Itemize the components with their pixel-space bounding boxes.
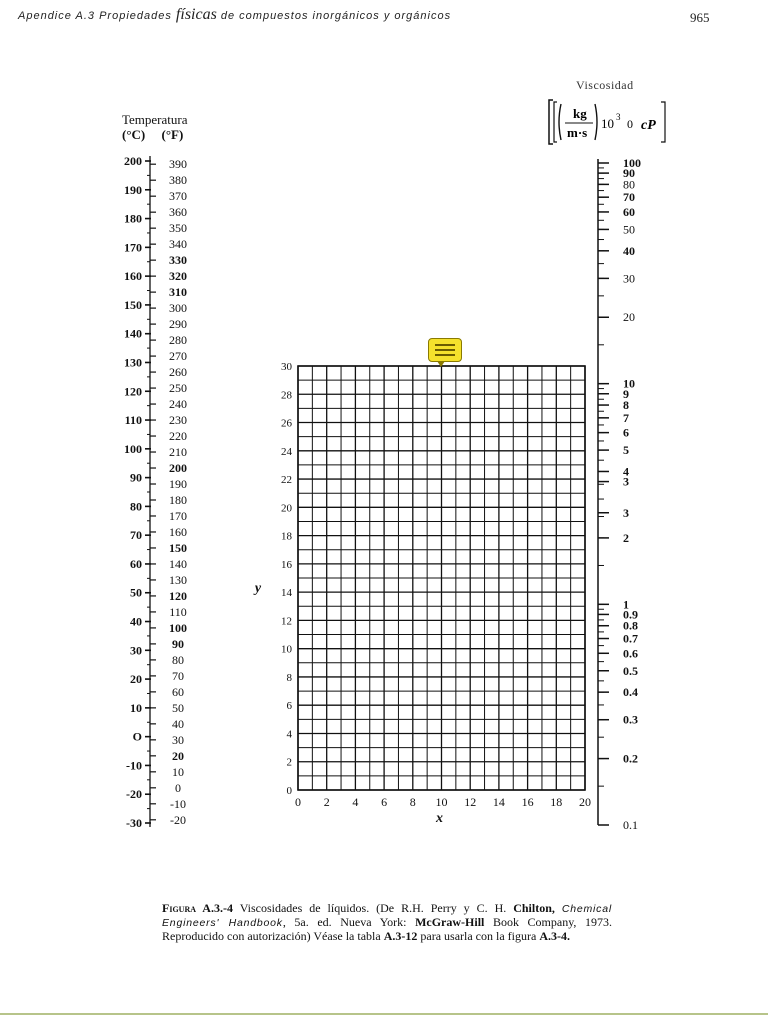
celsius-label: -30 [126,816,142,830]
header-text-big: físicas [175,6,217,23]
viscosity-label: 0.2 [623,751,638,766]
y-tick-label: 4 [286,728,292,741]
y-tick-label: 6 [286,700,292,713]
viscosity-label: 60 [623,204,635,219]
viscosity-label: 10 [623,376,635,391]
celsius-label: O [132,729,142,744]
fahrenheit-label: 360 [169,205,187,220]
fahrenheit-label: 200 [169,461,187,476]
units-exp: 10 [601,116,614,131]
fahrenheit-label: 100 [169,620,187,635]
fahrenheit-label: 50 [172,700,184,715]
viscosity-label: 50 [623,222,635,237]
caption-text-1: Viscosidades de líquidos. (De R.H. Perry y C. H. [232,901,514,915]
figure-caption [162,902,612,943]
y-tick-label: 2 [286,756,292,769]
page-number: 965 [690,10,710,25]
fahrenheit-label: 90 [172,636,184,651]
fahrenheit-label: 230 [169,413,187,428]
fahrenheit-label: 260 [169,365,187,380]
caption-text-2: , 5a. ed. Nueva York: [282,915,416,929]
bottom-rule [0,1013,768,1015]
viscosity-label: 70 [623,190,635,205]
celsius-label: 160 [124,269,142,284]
y-tick-label: 0 [286,785,292,797]
viscosity-label: 100 [623,156,641,170]
fahrenheit-label: 180 [169,492,187,507]
x-tick-label: 2 [323,795,330,809]
viscosity-label: 0.6 [623,646,638,661]
viscosity-label: 5 [623,443,629,458]
x-tick-label: 20 [579,795,591,809]
fahrenheit-label: 170 [169,508,187,523]
y-tick-label: 10 [281,643,292,656]
viscosity-label: 8 [623,398,629,413]
x-tick-label: 10 [435,795,448,809]
viscosity-label: 0.4 [623,685,638,700]
y-tick-label: 26 [281,417,292,430]
fahrenheit-label: 190 [169,477,187,492]
x-tick-label: 4 [352,795,359,809]
viscosity-label: 0.7 [623,631,638,646]
y-tick-label: 16 [281,558,292,571]
celsius-label: 200 [124,154,142,168]
x-tick-label: 8 [409,795,416,809]
viscosity-label: 90 [623,166,635,181]
viscosity-label: 7 [623,410,629,425]
celsius-label: 50 [130,585,142,600]
fahrenheit-label: 70 [172,668,184,683]
units-ms: m·s [567,125,588,140]
y-tick-label: 20 [281,502,292,515]
comment-note-icon[interactable] [428,338,462,362]
caption-bold-3: A.3-12 [383,929,418,943]
fahrenheit-label: 320 [169,269,187,284]
fahrenheit-label: 370 [169,189,187,204]
fahrenheit-label: 30 [172,732,184,747]
units-cp: cP [641,118,656,133]
y-tick-label: 8 [286,671,292,684]
units-tail: 0 [627,117,633,131]
caption-lead: Figura A.3.-4 [162,901,233,915]
x-axis-label: x [436,811,443,826]
y-tick-label: 24 [281,445,292,458]
celsius-label: 10 [130,700,142,715]
viscosity-label: 20 [623,310,635,325]
viscosity-label: 3 [623,505,629,520]
caption-bold-4: A.3-4. [539,929,570,943]
celsius-label: 80 [130,499,142,514]
fahrenheit-label: 80 [172,652,184,667]
fahrenheit-label: 280 [169,333,187,348]
y-tick-label: 18 [281,530,292,543]
x-tick-label: 18 [550,795,563,809]
viscosity-title: Viscosidad [576,78,634,92]
fahrenheit-label: 120 [169,588,187,603]
celsius-label: -10 [126,758,142,773]
viscosity-label: 0.1 [623,818,638,832]
fahrenheit-label: -10 [170,796,186,811]
celsius-label: 140 [124,326,142,341]
celsius-label: 170 [124,240,142,255]
celsius-label: 110 [124,413,142,428]
viscosity-label: 2 [623,530,629,545]
y-tick-label: 14 [281,587,292,600]
fahrenheit-label: 160 [169,524,187,539]
caption-bold-1: Chilton, [513,901,555,915]
fahrenheit-label: 300 [169,301,187,316]
header-text-2: de compuestos inorgánicos y orgánicos [220,10,452,22]
y-tick-label: 12 [281,615,292,628]
x-tick-label: 0 [295,795,301,809]
y-tick-label: 30 [281,361,292,373]
viscosity-label: 6 [623,425,629,440]
fahrenheit-label: 60 [172,684,184,699]
celsius-label: 100 [124,441,142,456]
caption-bold-2: McGraw-Hill [415,915,485,929]
fahrenheit-label: 290 [169,317,187,332]
fahrenheit-label: 250 [169,381,187,396]
celsius-label: 90 [130,470,142,485]
celsius-label: 150 [124,297,142,312]
x-tick-label: 6 [381,795,388,809]
fahrenheit-label: 210 [169,445,187,460]
fahrenheit-label: 240 [169,397,187,412]
fahrenheit-label: 310 [169,285,187,300]
viscosity-label: 30 [623,271,635,286]
temperature-title: Temperatura [122,112,188,127]
y-axis-label: y [254,581,262,596]
celsius-label: 30 [130,643,142,658]
fahrenheit-label: 380 [169,173,187,188]
celsius-label: 20 [130,672,142,687]
y-tick-label: 28 [281,389,292,402]
fahrenheit-label: 330 [169,253,187,268]
viscosity-label: 1 [623,597,629,612]
caption-text-3: Book Company, 1973. Reproducido con autorización) Véase la tabla [162,915,612,943]
celsius-label: 120 [124,384,142,399]
viscosity-label: 0.3 [623,712,638,727]
x-tick-label: 14 [492,795,505,809]
celsius-label: -20 [126,787,142,802]
fahrenheit-label: 10 [172,764,184,779]
celsius-label: 180 [124,211,142,226]
viscosity-label: 40 [623,243,635,258]
fahrenheit-label: 0 [175,780,181,795]
viscosity-label: 0.5 [623,663,638,678]
celsius-label: 70 [130,528,142,543]
fahrenheit-label: 350 [169,221,187,236]
viscosity-label: 9 [623,386,629,401]
viscosity-label: 80 [623,177,635,192]
units-sup: 3 [616,112,621,122]
celsius-unit: (°C) [122,127,146,142]
viscosity-label: 3 [623,474,629,489]
fahrenheit-label: 340 [169,237,187,252]
x-tick-label: 12 [464,795,477,809]
fahrenheit-label: 150 [169,540,187,555]
caption-italic: Chemical Engineers' Handbook [162,903,612,929]
fahrenheit-label: 40 [172,716,184,731]
viscosity-label: 0.9 [623,607,638,622]
fahrenheit-label: 220 [169,429,187,444]
fahrenheit-label: 270 [169,349,187,364]
fahrenheit-label: 140 [169,556,187,571]
y-tick-label: 22 [281,474,292,487]
header-text-1: Apendice A.3 Propiedades [18,10,172,22]
celsius-label: 190 [124,182,142,197]
fahrenheit-unit: (°F) [161,127,184,142]
fahrenheit-label: 130 [169,572,187,587]
units-kg: kg [573,106,587,121]
fahrenheit-label: -20 [170,812,186,827]
viscosity-label: 0.8 [623,618,638,633]
viscosity-label: 4 [623,464,629,479]
celsius-label: 60 [130,556,142,571]
celsius-label: 40 [130,614,142,629]
x-tick-label: 16 [521,795,534,809]
fahrenheit-label: 20 [172,748,184,763]
fahrenheit-label: 110 [169,604,187,619]
celsius-label: 130 [124,355,142,370]
caption-text-4: para usarla con la figura [417,929,540,943]
fahrenheit-label: 390 [169,157,187,172]
